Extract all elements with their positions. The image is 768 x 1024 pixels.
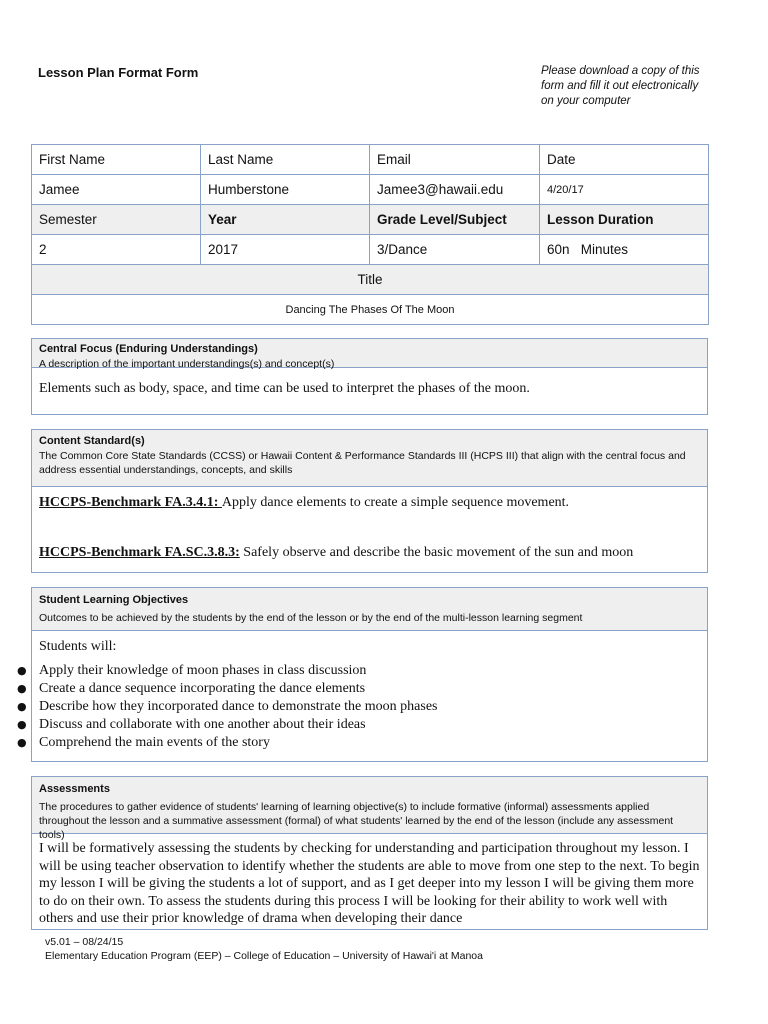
info-table xyxy=(31,144,709,325)
benchmark-1-text: Apply dance elements to create a simple sequence movement. xyxy=(221,495,570,510)
footer-version: v5.01 – 08/24/15 xyxy=(45,936,124,948)
objectives-section xyxy=(17,587,708,762)
list-item: ● Apply their knowledge of moon phases in class discussion xyxy=(17,663,367,678)
bullet-icon: ● xyxy=(17,700,27,713)
central-focus-heading: Central Focus (Enduring Understandings) xyxy=(39,343,258,355)
benchmark-2 xyxy=(39,545,700,561)
bullet-icon: ● xyxy=(17,736,27,749)
objectives-heading: Student Learning Objectives xyxy=(39,594,189,606)
semester-label: Semester xyxy=(32,205,201,235)
footer-program: Elementary Education Program (EEP) – College of Education – University of Hawai'i at Manoa xyxy=(45,950,483,962)
bullet-icon: ● xyxy=(17,718,27,731)
date-label: Date xyxy=(540,145,709,175)
date-field[interactable]: 4/20/17 xyxy=(540,175,709,205)
email-label: Email xyxy=(370,145,540,175)
semester-field[interactable]: 2 xyxy=(32,235,201,265)
first-name-label: First Name xyxy=(32,145,201,175)
central-focus-description: A description of the important understandings(s) and concept(s) xyxy=(39,358,335,370)
duration-label: Lesson Duration xyxy=(540,205,709,235)
title-label: Title xyxy=(32,265,709,295)
objectives-description: Outcomes to be achieved by the students by the end of the lesson or by the end of the multi-lesson learning segment xyxy=(39,612,583,624)
footer xyxy=(45,935,483,963)
list-item: ● Comprehend the main events of the story xyxy=(17,735,270,750)
bullet-icon: ● xyxy=(17,682,27,695)
list-item: ● Describe how they incorporated dance to demonstrate the moon phases xyxy=(17,699,438,714)
list-item: ● Create a dance sequence incorporating the dance elements xyxy=(17,681,366,696)
form-title: Lesson Plan Format Form xyxy=(38,65,199,80)
form-note: Please download a copy of this form and fill it out electronically on your computer xyxy=(541,65,700,107)
central-focus-text[interactable]: Elements such as body, space, and time can be used to interpret the phases of the moon. xyxy=(39,381,530,396)
content-standard-section xyxy=(31,429,708,573)
email-field[interactable]: Jamee3@hawaii.edu xyxy=(370,175,540,205)
central-focus-section xyxy=(31,338,708,415)
last-name-field[interactable]: Humberstone xyxy=(201,175,370,205)
objectives-list xyxy=(17,662,700,752)
year-field[interactable]: 2017 xyxy=(201,235,370,265)
objectives-body[interactable] xyxy=(17,638,707,752)
assessments-heading: Assessments xyxy=(39,783,110,795)
benchmark-2-text: Safely observe and describe the basic movement of the sun and moon xyxy=(239,545,634,560)
bullet-icon: ● xyxy=(17,664,27,677)
content-standard-description: The Common Core State Standards (CCSS) or Hawaii Content & Performance Standards III (HCPS III) that align with the central focus and address essential understandings, concepts, and skills xyxy=(39,450,686,476)
assessments-text[interactable]: I will be formatively assessing the students by checking for understanding and participation throughout my lesson. I will be using teacher observation to identify whether the students are able to move from one step to the next. To begin my lesson I will be giving the students a lot of support, and as I get deeper into my lesson I will be giving them more to do on their own. To assess the students during this process I will be looking for their ability to work well with others and use their prior knowledge of drama when developing their dance xyxy=(39,841,700,926)
assessments-description: The procedures to gather evidence of students' learning of learning objective(s) to include formative (informal) assessments applied throughout the lesson and a summative assessment (formal) of what students' learned by the end of the lesson (include any assessment tools) xyxy=(39,801,674,841)
grade-field[interactable]: 3/Dance xyxy=(370,235,540,265)
first-name-field[interactable]: Jamee xyxy=(32,175,201,205)
last-name-label: Last Name xyxy=(201,145,370,175)
benchmark-2-code: HCCPS-Benchmark FA.SC.3.8.3: xyxy=(39,545,240,560)
year-label: Year xyxy=(201,205,370,235)
duration-field[interactable]: 60n Minutes xyxy=(540,235,709,265)
grade-label: Grade Level/Subject xyxy=(370,205,540,235)
title-field[interactable]: Dancing The Phases Of The Moon xyxy=(32,295,709,325)
content-standard-heading: Content Standard(s) xyxy=(39,435,145,447)
list-item: ● Discuss and collaborate with one another about their ideas xyxy=(17,717,366,732)
objectives-intro: Students will: xyxy=(39,639,117,654)
assessments-section xyxy=(31,776,708,930)
benchmark-1 xyxy=(39,495,700,511)
content-standard-body[interactable] xyxy=(32,495,707,561)
benchmark-1-code: HCCPS-Benchmark FA.3.4.1: xyxy=(39,495,222,510)
